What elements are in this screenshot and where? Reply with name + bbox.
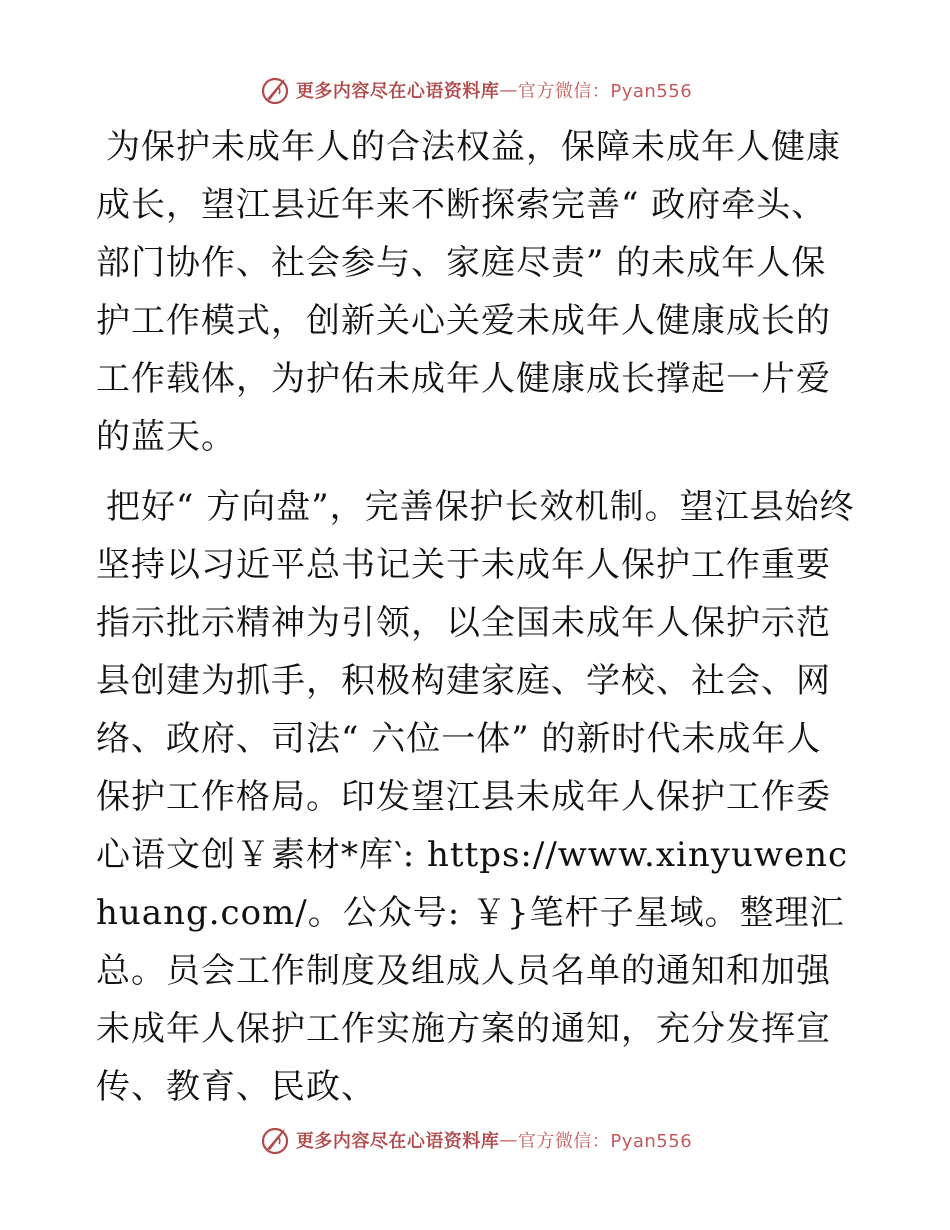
watermark-wechat: 官方微信：Pyan556	[517, 1131, 693, 1152]
quill-circle-logo-icon	[258, 1123, 292, 1157]
quill-circle-logo-icon	[258, 73, 292, 107]
header-watermark	[0, 70, 950, 110]
watermark-text: 更多内容尽在心语资料库	[295, 1131, 500, 1152]
watermark-separator: —	[499, 1129, 518, 1151]
watermark-inner	[258, 1123, 692, 1157]
paragraph-mechanism: 把好“ 方向盘”，完善保护长效机制。望江县始终坚持以习近平总书记关于未成年人保护工作重要指示批示精神为引领，以全国未成年人保护示范县创建为抓手，积极构建家庭、学校、社会、网络、政府、司法“ 六位一体” 的新时代未成年人保护工作格局。印发望江县未成年人保护工作委心语文创￥素材*库‵: https://www.xinyuwenchuang.com/。公众号: ￥}笔杆子星域。整理汇总。员会工作制度及组成人员名单的通知和加强未成年人保护工作实施方案的通知，充分发挥宣传、教育、民政、	[96, 487, 855, 1107]
watermark-inner	[258, 73, 692, 107]
paragraph-intro: 为保护未成年人的合法权益，保障未成年人健康成长，望江县近年来不断探索完善“ 政府牵头、部门协作、社会参与、家庭尽责” 的未成年人保护工作模式，创新关心关爱未成年人健康成长的工作载体，为护佑未成年人健康成长撑起一片爱的蓝天。	[96, 127, 841, 457]
footer-watermark	[0, 1120, 950, 1160]
document-body	[96, 118, 856, 1128]
watermark-separator: —	[499, 79, 518, 101]
watermark-text: 更多内容尽在心语资料库	[295, 81, 500, 102]
watermark-wechat: 官方微信：Pyan556	[517, 81, 693, 102]
